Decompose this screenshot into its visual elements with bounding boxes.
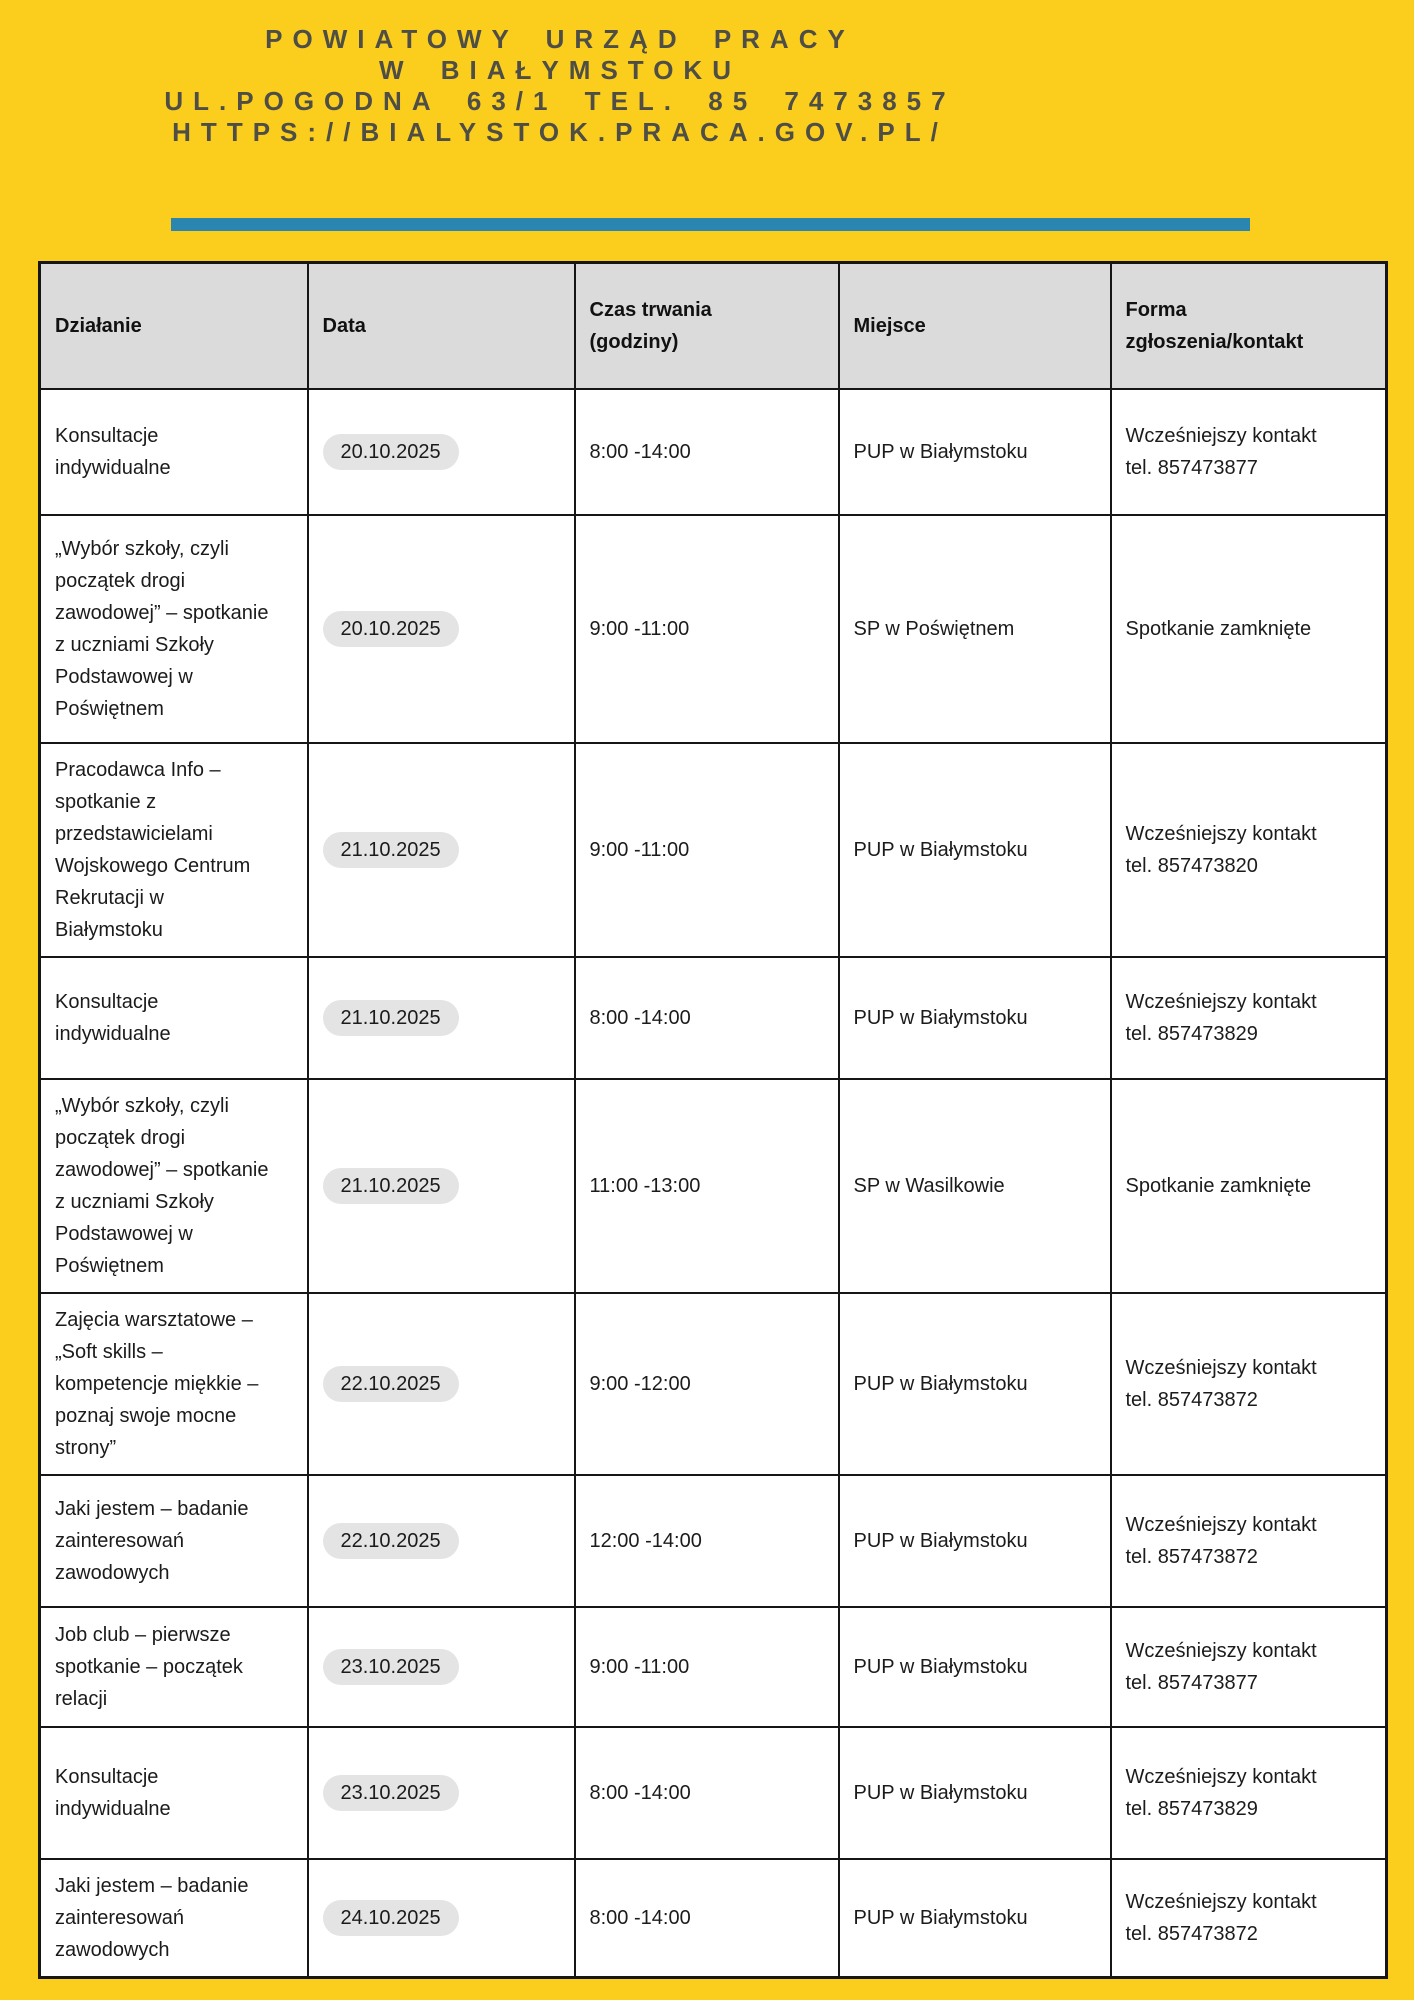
activity-cell: Konsultacje indywidualne xyxy=(40,957,308,1079)
activity-cell: „Wybór szkoły, czyli początek drogi zawodowej” – spotkanie z uczniami Szkoły Podstawowej w Poświętnem xyxy=(40,515,308,743)
contact-cell: Wcześniejszy kontakt tel. 857473872 xyxy=(1111,1293,1387,1475)
table-row xyxy=(40,1607,1387,1727)
table-row xyxy=(40,1475,1387,1607)
table-row xyxy=(40,389,1387,515)
table-row xyxy=(40,957,1387,1079)
date-cell xyxy=(308,743,575,957)
place-cell: PUP w Białymstoku xyxy=(839,1859,1111,1978)
time-cell: 11:00 -13:00 xyxy=(575,1079,839,1293)
date-cell xyxy=(308,389,575,515)
time-cell: 8:00 -14:00 xyxy=(575,1859,839,1978)
date-pill: 20.10.2025 xyxy=(323,434,459,470)
time-cell: 12:00 -14:00 xyxy=(575,1475,839,1607)
activity-cell: Pracodawca Info – spotkanie z przedstawicielami Wojskowego Centrum Rekrutacji w Białymstoku xyxy=(40,743,308,957)
date-pill: 22.10.2025 xyxy=(323,1366,459,1402)
date-cell xyxy=(308,1859,575,1978)
place-cell: SP w Poświętnem xyxy=(839,515,1111,743)
place-cell: PUP w Białymstoku xyxy=(839,1475,1111,1607)
column-header-czas-trwania: Czas trwania (godziny) xyxy=(575,263,839,389)
time-cell: 9:00 -11:00 xyxy=(575,515,839,743)
poster-header xyxy=(0,0,1120,148)
org-name-line-2: W BIAŁYMSTOKU xyxy=(379,55,741,85)
schedule-table xyxy=(38,261,1388,1979)
table-header-row xyxy=(40,263,1387,389)
column-header-miejsce: Miejsce xyxy=(839,263,1111,389)
date-pill: 23.10.2025 xyxy=(323,1775,459,1811)
activity-cell: „Wybór szkoły, czyli początek drogi zawodowej” – spotkanie z uczniami Szkoły Podstawowej w Poświętnem xyxy=(40,1079,308,1293)
column-header-data: Data xyxy=(308,263,575,389)
activity-cell: Job club – pierwsze spotkanie – początek relacji xyxy=(40,1607,308,1727)
place-cell: PUP w Białymstoku xyxy=(839,1607,1111,1727)
table-row xyxy=(40,743,1387,957)
place-cell: PUP w Białymstoku xyxy=(839,1293,1111,1475)
address-phone-line: UL.POGODNA 63/1 TEL. 85 7473857 xyxy=(164,86,956,116)
place-cell: PUP w Białymstoku xyxy=(839,957,1111,1079)
table-row xyxy=(40,1079,1387,1293)
date-cell xyxy=(308,1079,575,1293)
date-cell xyxy=(308,515,575,743)
time-cell: 8:00 -14:00 xyxy=(575,389,839,515)
activity-cell: Jaki jestem – badanie zainteresowań zawodowych xyxy=(40,1475,308,1607)
date-cell xyxy=(308,957,575,1079)
contact-cell: Spotkanie zamknięte xyxy=(1111,1079,1387,1293)
contact-cell: Wcześniejszy kontakt tel. 857473877 xyxy=(1111,1607,1387,1727)
divider-bar xyxy=(171,218,1250,231)
date-pill: 21.10.2025 xyxy=(323,1168,459,1204)
contact-cell: Spotkanie zamknięte xyxy=(1111,515,1387,743)
date-cell xyxy=(308,1475,575,1607)
activity-cell: Jaki jestem – badanie zainteresowań zawodowych xyxy=(40,1859,308,1978)
column-header-dzialanie: Działanie xyxy=(40,263,308,389)
date-pill: 20.10.2025 xyxy=(323,611,459,647)
org-name-line-1: POWIATOWY URZĄD PRACY xyxy=(265,24,855,54)
date-pill: 23.10.2025 xyxy=(323,1649,459,1685)
place-cell: PUP w Białymstoku xyxy=(839,1727,1111,1859)
time-cell: 9:00 -11:00 xyxy=(575,1607,839,1727)
activity-cell: Zajęcia warsztatowe – „Soft skills – kompetencje miękkie – poznaj swoje mocne strony” xyxy=(40,1293,308,1475)
time-cell: 9:00 -11:00 xyxy=(575,743,839,957)
contact-cell: Wcześniejszy kontakt tel. 857473829 xyxy=(1111,957,1387,1079)
table-row xyxy=(40,1727,1387,1859)
website-line: HTTPS://BIALYSTOK.PRACA.GOV.PL/ xyxy=(172,117,948,147)
table-row xyxy=(40,1859,1387,1978)
time-cell: 8:00 -14:00 xyxy=(575,1727,839,1859)
time-cell: 8:00 -14:00 xyxy=(575,957,839,1079)
place-cell: PUP w Białymstoku xyxy=(839,389,1111,515)
table-row xyxy=(40,515,1387,743)
contact-cell: Wcześniejszy kontakt tel. 857473872 xyxy=(1111,1475,1387,1607)
date-pill: 24.10.2025 xyxy=(323,1900,459,1936)
activity-cell: Konsultacje indywidualne xyxy=(40,389,308,515)
place-cell: PUP w Białymstoku xyxy=(839,743,1111,957)
table-row xyxy=(40,1293,1387,1475)
contact-cell: Wcześniejszy kontakt tel. 857473872 xyxy=(1111,1859,1387,1978)
place-cell: SP w Wasilkowie xyxy=(839,1079,1111,1293)
column-header-forma: Forma zgłoszenia/kontakt xyxy=(1111,263,1387,389)
contact-cell: Wcześniejszy kontakt tel. 857473829 xyxy=(1111,1727,1387,1859)
date-pill: 21.10.2025 xyxy=(323,832,459,868)
date-cell xyxy=(308,1293,575,1475)
contact-cell: Wcześniejszy kontakt tel. 857473820 xyxy=(1111,743,1387,957)
time-cell: 9:00 -12:00 xyxy=(575,1293,839,1475)
date-pill: 21.10.2025 xyxy=(323,1000,459,1036)
contact-cell: Wcześniejszy kontakt tel. 857473877 xyxy=(1111,389,1387,515)
date-pill: 22.10.2025 xyxy=(323,1523,459,1559)
date-cell xyxy=(308,1607,575,1727)
activity-cell: Konsultacje indywidualne xyxy=(40,1727,308,1859)
date-cell xyxy=(308,1727,575,1859)
